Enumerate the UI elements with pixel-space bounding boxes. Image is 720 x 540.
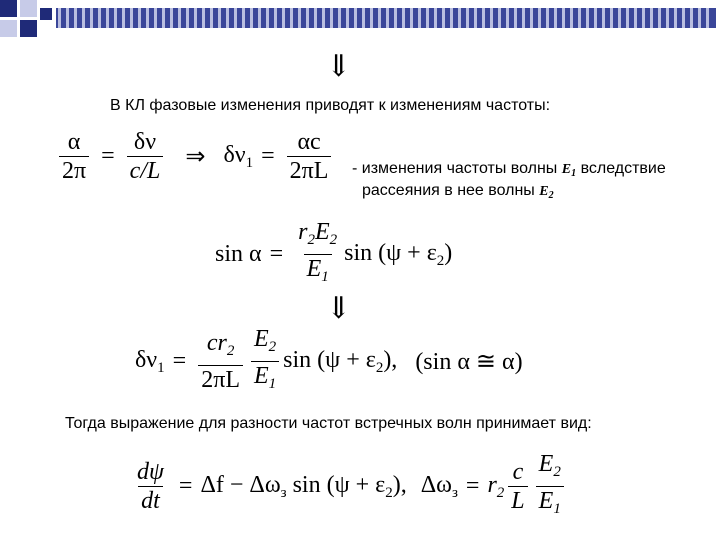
denominator: $E_1$ [536,486,564,523]
small-angle-approximation: (sin α ≅ α) [415,349,523,375]
implies-arrow-icon: ⇒ [185,144,206,170]
numerator: $E_2$ [254,326,277,355]
denominator: $E_1$ [251,361,279,398]
numerator: αc [297,129,321,155]
equals-sign: = [465,473,480,499]
equals-sign: = [101,143,115,169]
denominator: $E_1$ [304,254,332,291]
r2-symbol: $r_2$ [487,471,505,501]
fraction-alpha-c [287,128,332,185]
numerator: δν [133,129,157,155]
dnu1-symbol: $\delta\nu_1$ [223,141,254,171]
wave-e1-label: $E_1$ [561,162,577,179]
denominator: 2πL [198,365,243,394]
sin-psi-term: $\sin (\psi + \varepsilon_2)$ [344,239,453,269]
denominator: 2π [59,156,89,185]
equals-sign: = [172,348,187,374]
sin-psi-term: $\sin (\psi + \varepsilon_2)$, [292,471,407,501]
denominator: c/L [127,156,164,185]
fraction-alpha [59,128,89,185]
equation-phase-frequency [55,128,335,185]
fraction-r2e2-e1 [295,218,340,291]
wave-e2-label: $E_2$ [539,184,554,201]
numerator: dψ [137,459,164,485]
denominator: 2πL [287,156,332,185]
numerator: $r_2E_2$ [298,219,338,248]
down-double-arrow-icon: ⇓ [326,291,352,326]
sin-psi-term: $\sin (\psi + \varepsilon_2)$, [283,346,398,376]
delta-f-term: $\Delta f - \Delta\omega_з$ [200,471,287,501]
conclusion-text: Тогда выражение для разности частот встречных волн принимает вид: [65,415,592,432]
numerator: $cr_2$ [206,330,235,359]
denominator: dt [138,486,163,515]
dnu1-symbol: $\delta\nu_1$ [135,346,165,376]
note-line-2: рассеяния в нее волны $E_2$ [362,182,554,201]
equation-dnu1 [135,325,523,398]
deco-square-light [20,0,37,17]
deco-square-small [40,8,52,20]
equals-sign: = [178,473,193,499]
fraction-e2-e1 [536,450,564,523]
fraction-dpsi-dt [134,458,167,515]
equals-sign: = [261,143,275,169]
deco-stripe-bar [56,8,716,28]
fraction-dnu [127,128,164,185]
down-double-arrow-icon: ⇓ [326,49,352,84]
deco-square-dark [20,20,37,37]
fraction-cr2 [198,329,243,394]
equals-sign: = [269,241,284,267]
fraction-c-l [508,458,527,515]
numerator: $E_2$ [538,451,561,480]
equation-sin-alpha [215,218,452,291]
delta-omega-symbol: $\Delta\omega_з$ [420,471,458,501]
sin-alpha: sin α [215,241,262,267]
slide-header-decoration [0,0,720,40]
deco-square-light [0,20,17,37]
equation-frequency-difference [130,450,568,523]
intro-text: В КЛ фазовые изменения приводят к изменениям частоты: [110,97,551,114]
note-line-1: - изменения частоты волны $E_1$ вследствие [352,160,666,179]
fraction-e2-e1 [251,325,279,398]
deco-square-dark [0,0,17,17]
numerator: c [512,459,524,485]
denominator: L [508,486,527,515]
numerator: α [67,129,81,155]
